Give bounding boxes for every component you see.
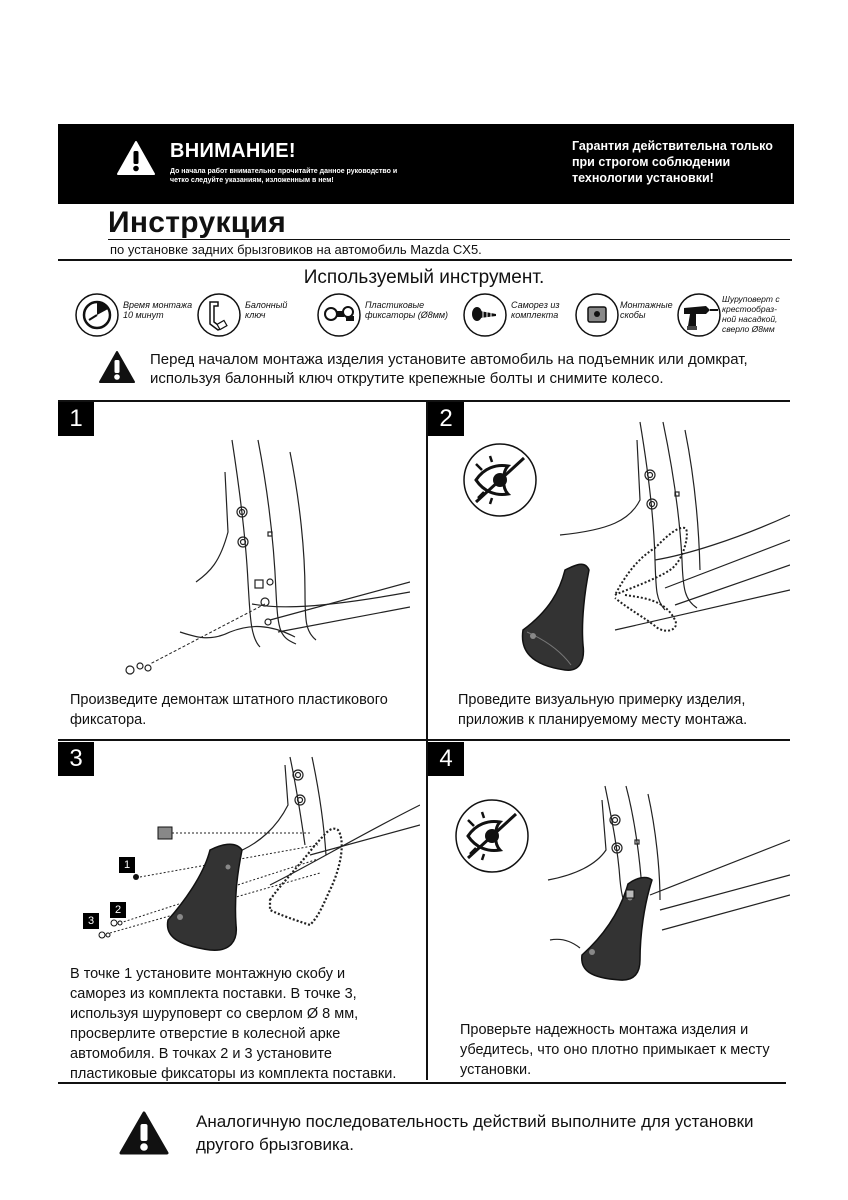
screw-icon: [462, 292, 508, 338]
bracket-icon: [574, 292, 620, 338]
warning-icon: [118, 1110, 170, 1156]
page-title: Инструкция: [108, 206, 287, 239]
point-marker: 1: [119, 857, 135, 873]
grid-line-middle: [58, 739, 790, 741]
tool-label: Пластиковые фиксаторы (Ø8мм): [365, 300, 449, 320]
wrench-icon: [196, 292, 242, 338]
warning-icon: [98, 350, 136, 384]
step-caption: Проведите визуальную примерку изделия, приложив к планируемому месту монтажа.: [458, 692, 748, 728]
warning-banner: [58, 124, 794, 204]
tool-label: Саморез из комплекта: [511, 300, 560, 320]
final-note: Аналогичную последовательность действий выполните для установки другого брызговика.: [196, 1112, 754, 1154]
tool-label: Балонный ключ: [245, 300, 288, 320]
pre-install-note: Перед началом монтажа изделия установите автомобиль на подъемник или домкрат, используя балонный ключ открутите крепежные болты и снимите колесо.: [150, 351, 748, 387]
page-subtitle: по установке задних брызговиков на автомобиль Mazda CX5.: [110, 242, 482, 257]
tools-heading: Используемый инструмент.: [303, 267, 545, 288]
step-4-illustration: [540, 780, 790, 990]
step-caption: Проверьте надежность монтажа изделия и убедитесь, что оно плотно примыкает к месту установки.: [460, 1022, 770, 1078]
eye-icon: [454, 798, 530, 874]
step-caption: Произведите демонтаж штатного пластикового фиксатора.: [70, 692, 388, 728]
banner-subtext: До начала работ внимательно прочитайте данное руководство и четко следуйте указаниям, изложенным в нем!: [170, 168, 398, 184]
grid-line-top: [58, 400, 790, 402]
clock-icon: [74, 292, 120, 338]
fastener-icon: [316, 292, 362, 338]
warning-icon: [116, 140, 156, 176]
drill-icon: [676, 292, 722, 338]
point-marker: 2: [110, 902, 126, 918]
section-divider: [58, 259, 792, 261]
point-marker: 3: [83, 913, 99, 929]
tool-label: Монтажные скобы: [620, 300, 673, 320]
step-number: 4: [428, 742, 464, 776]
step-caption: В точке 1 установите монтажную скобу и саморез из комплекта поставки. В точке 3, используя шуруповерт со сверлом Ø 8 мм, просверлите отверстие в колесной арке автомобиля. В точках 2 и 3 установите пластиковые фиксаторы из комплекта поставки.: [70, 966, 397, 1082]
tool-label: Время монтажа 10 минут: [123, 300, 193, 320]
step-1-illustration: [100, 432, 410, 682]
title-divider: [108, 239, 790, 240]
warranty-note: Гарантия действительна только при строгом соблюдении технологии установки!: [572, 139, 773, 185]
step-number: 3: [58, 742, 94, 776]
step-2-illustration: [505, 420, 790, 680]
banner-heading: ВНИМАНИЕ!: [170, 140, 296, 162]
step-number: 2: [428, 402, 464, 436]
step-number: 1: [58, 402, 94, 436]
step-3-illustration: [80, 755, 420, 955]
tool-label: Шуруповерт с крестообраз- ной насадкой, сверло Ø8мм: [722, 294, 780, 334]
